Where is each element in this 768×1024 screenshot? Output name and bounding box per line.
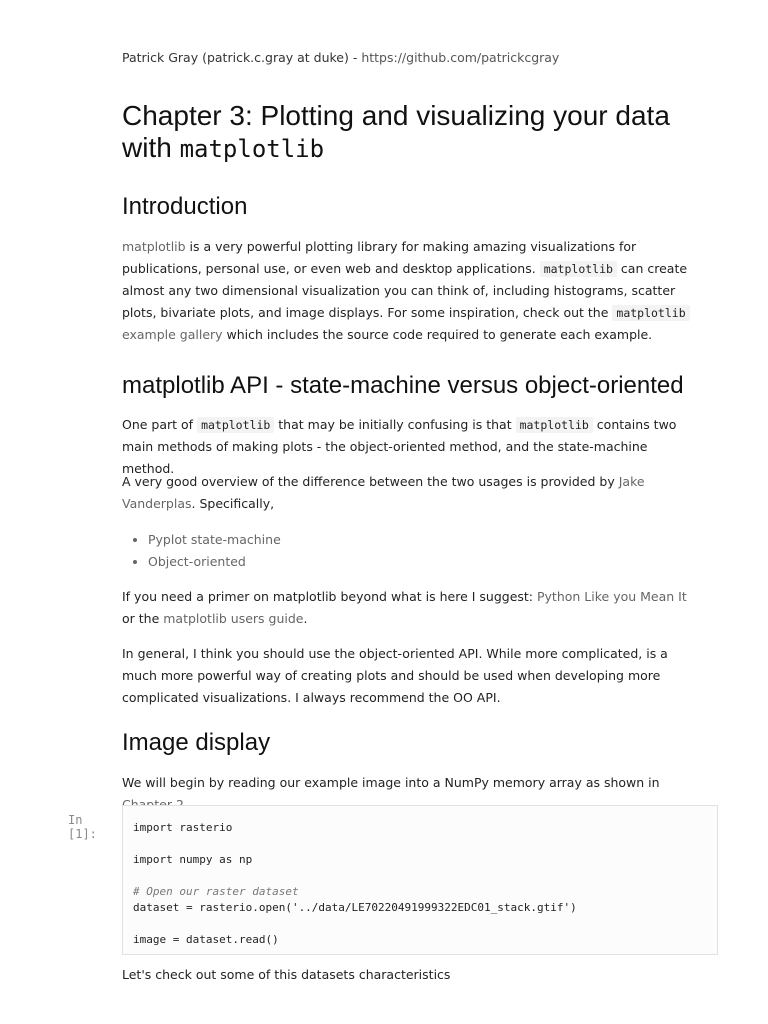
- jake-vanderplas-link[interactable]: Jake Vanderplas: [122, 474, 645, 511]
- code-comment: # Open our raster dataset: [133, 885, 299, 898]
- heading-image-display: Image display: [122, 729, 271, 756]
- heading-matplotlib-api: matplotlib API - state-machine versus object-oriented: [122, 372, 684, 399]
- code-line: [133, 836, 707, 852]
- matplotlib-link[interactable]: matplotlib: [122, 239, 186, 254]
- api-paragraph-4: In general, I think you should use the object-oriented API. While more complicated, is a much more powerful way of creating plots and should be used when developing more complicated visualizations. I always recommend the OO API.: [122, 646, 668, 705]
- heading-introduction: Introduction: [122, 193, 248, 220]
- cell-prompt: In [1]:: [68, 813, 97, 841]
- code-line: import rasterio: [133, 821, 233, 834]
- api-paragraph-3: If you need a primer on matplotlib beyond what is here I suggest: Python Like you Mean It or the matplotlib users guide.: [122, 589, 687, 626]
- author-line: [122, 50, 722, 65]
- code-line: [133, 868, 707, 884]
- api-paragraph-1: One part of matplotlib that may be initially confusing is that matplotlib contains two main methods of making plots - the object-oriented method, and the state-machine method.: [122, 417, 677, 476]
- code-line: [133, 916, 707, 932]
- author-name: Patrick Gray (patrick.c.gray at duke) -: [122, 50, 362, 65]
- code-line: import numpy as np: [133, 853, 253, 866]
- api-bullet-list: [122, 529, 708, 573]
- api-paragraph-2: A very good overview of the difference between the two usages is provided by Jake Vanderplas. Specifically,: [122, 474, 645, 511]
- page-title: Chapter 3: Plotting and visualizing your data with matplotlib: [122, 100, 670, 163]
- intro-paragraph: matplotlib is a very powerful plotting library for making amazing visualizations for publications, personal use, or even web and desktop applications. matplotlib can create almost any two dimensional visualization you can think of, including histograms, scatter plots, bivariate plots, and image displays. For some inspiration, check out the matplotlib example gallery which includes the source code required to generate each example.: [122, 236, 702, 346]
- image-display-paragraph: We will begin by reading our example image into a NumPy memory array as shown in: [122, 772, 702, 816]
- bullet-pyplot[interactable]: • Pyplot state-machine: [148, 529, 708, 551]
- title-code: matplotlib: [179, 135, 325, 163]
- python-like-you-mean-it-link[interactable]: Python Like you Mean It: [537, 589, 687, 604]
- after-cell-paragraph: Let's check out some of this datasets characteristics: [122, 967, 451, 982]
- example-gallery-link[interactable]: example gallery: [122, 327, 223, 342]
- code-line: dataset = rasterio.open('../data/LE70220491999322EDC01_stack.gtif'): [133, 901, 577, 914]
- github-link[interactable]: https://github.com/patrickcgray: [361, 50, 560, 65]
- code-line: image = dataset.read(): [133, 933, 279, 946]
- matplotlib-users-guide-link[interactable]: matplotlib users guide: [163, 611, 304, 626]
- code-cell[interactable]: [122, 805, 718, 955]
- bullet-object-oriented[interactable]: • Object-oriented: [148, 551, 708, 573]
